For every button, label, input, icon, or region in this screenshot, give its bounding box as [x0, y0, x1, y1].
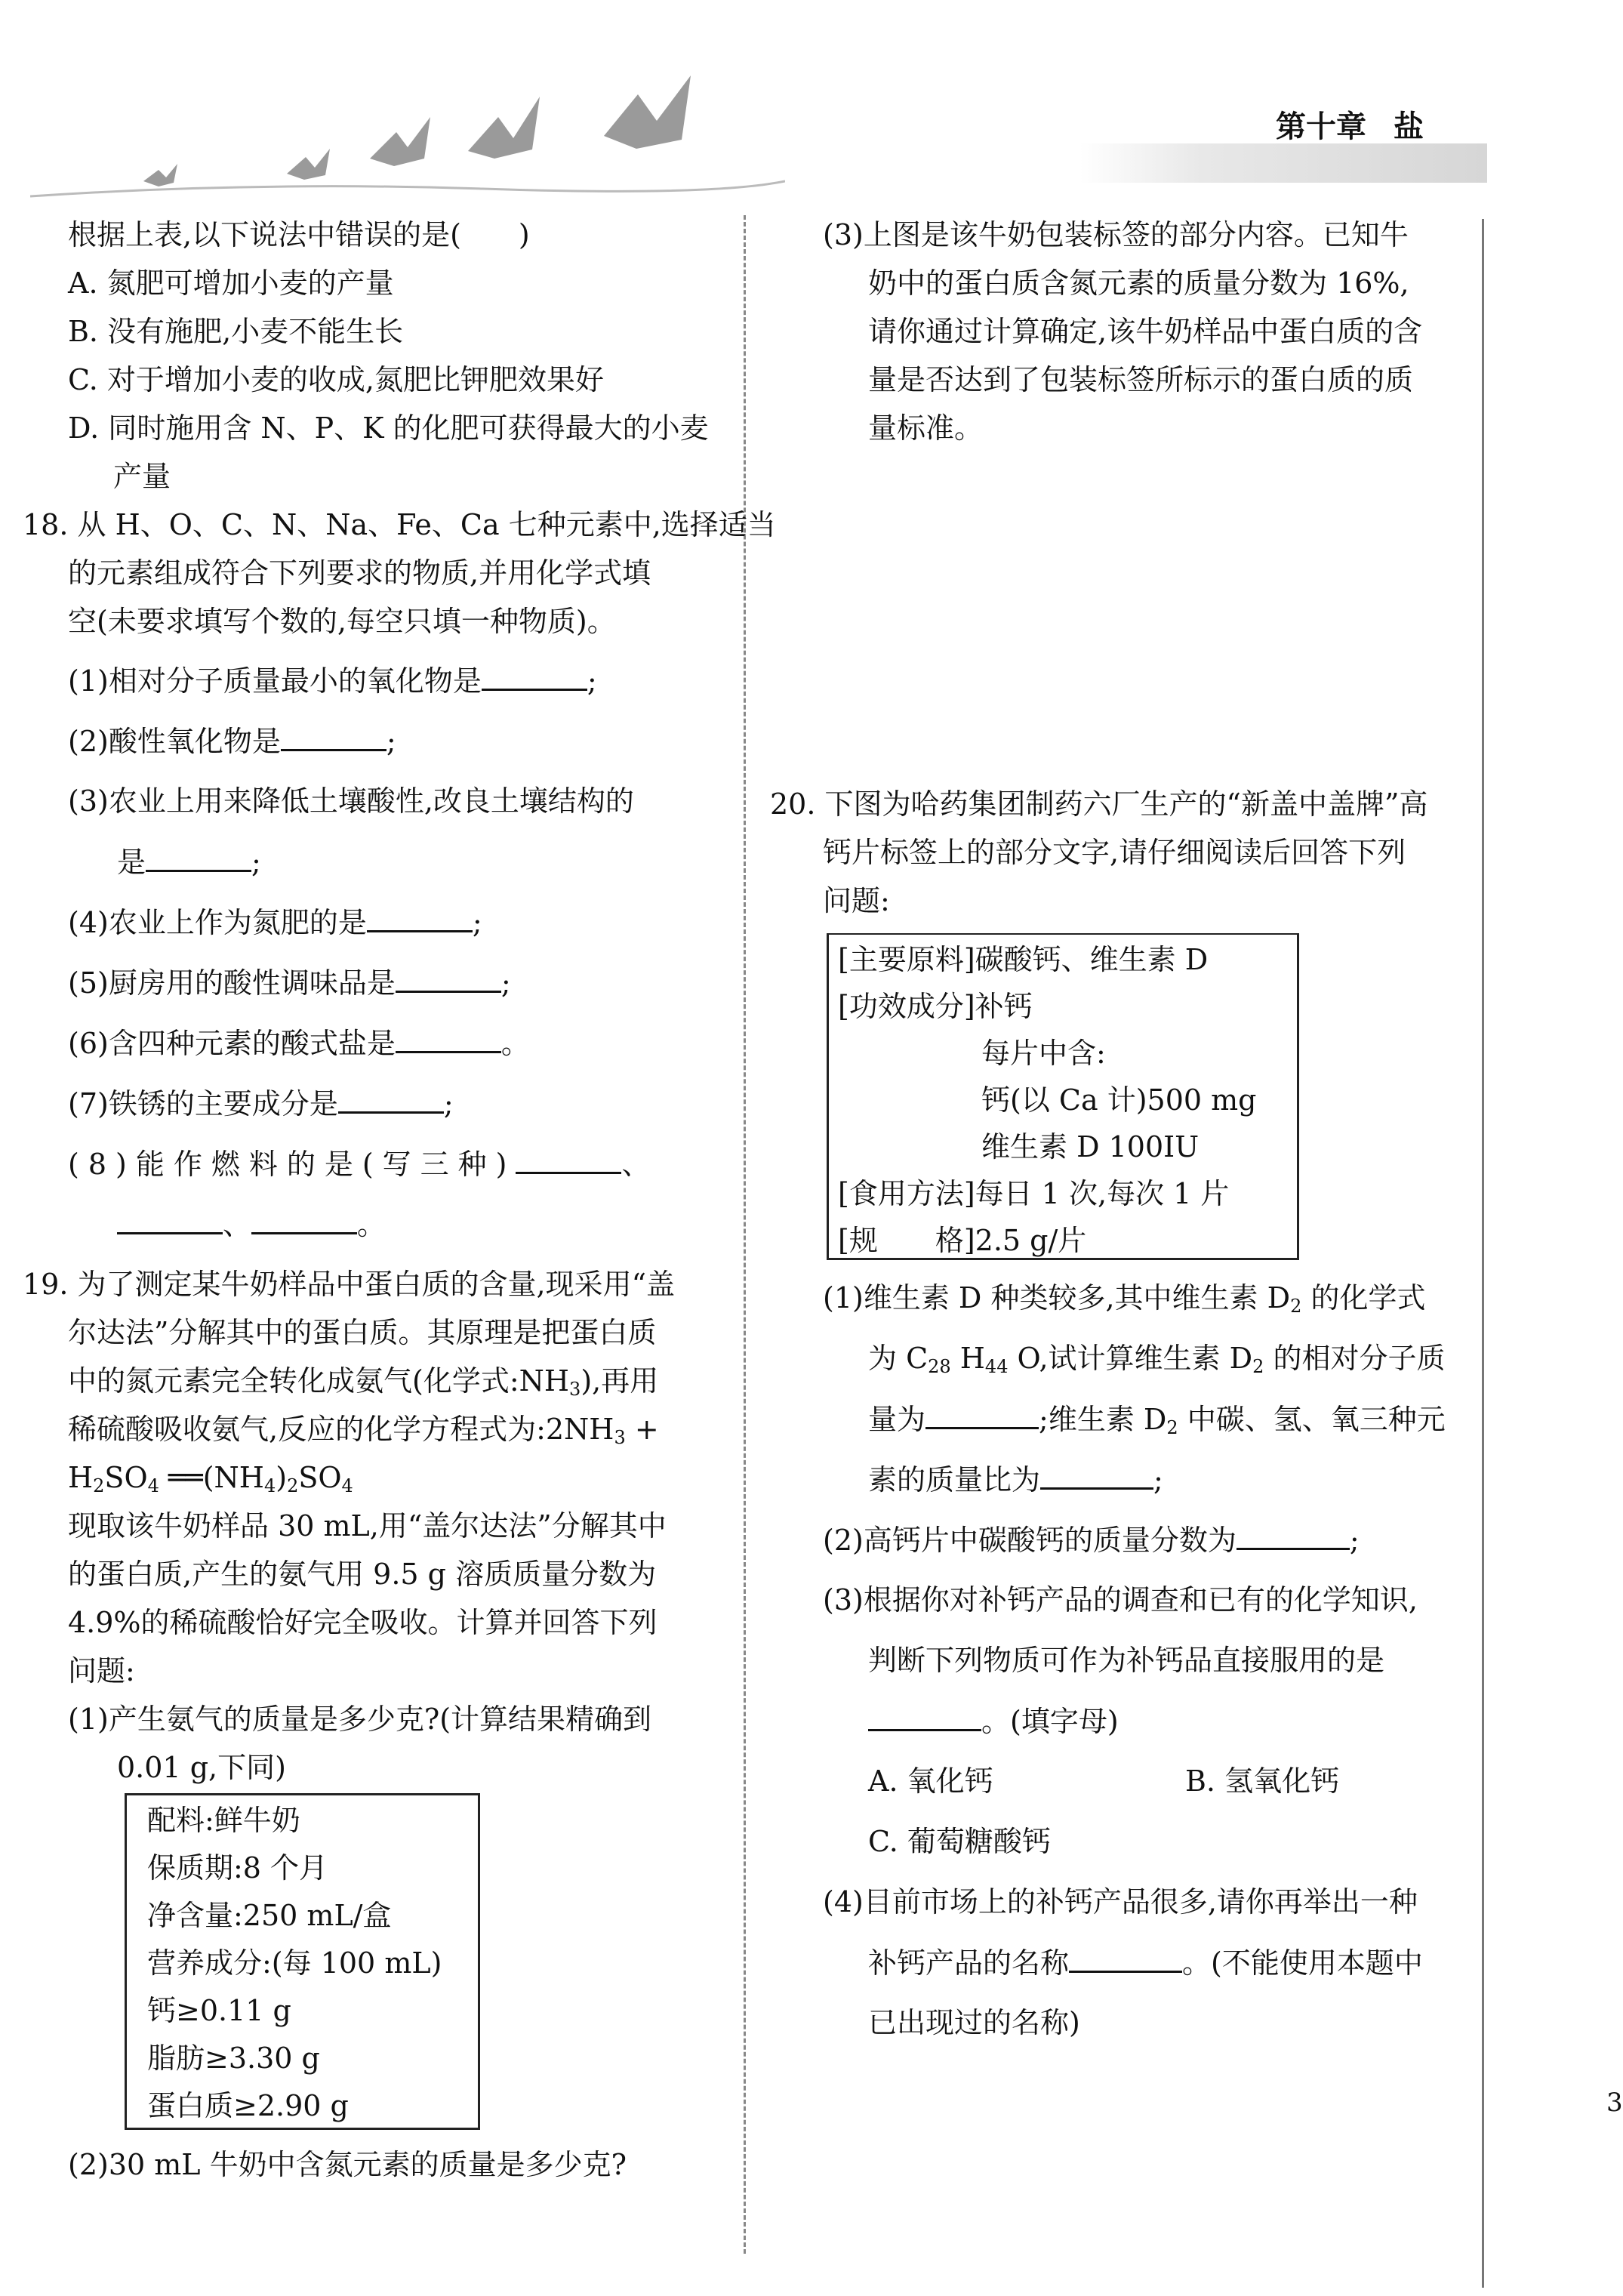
- q20-option-a: A. 氧化钙: [868, 1764, 993, 1798]
- q19-sub3-line: 量标准。: [868, 411, 984, 445]
- milk-label-line: 营养成分:(每 100 mL): [147, 1946, 442, 1980]
- q20-sub1-line4: 素的质量比为 ;: [868, 1463, 1163, 1496]
- q20-sub1-line3: 量为 ;维生素 $D_2$ 中碳、氢、氧三种元: [868, 1403, 1446, 1438]
- q18-item-5: (5)厨房用的酸性调味品是 ;: [68, 966, 511, 1000]
- q19-stem-3: 中的氮元素完全转化成氨气(化学式$:NH_3$),再用: [68, 1364, 659, 1400]
- milk-label-line: 净含量:250 mL/盒: [147, 1899, 392, 1932]
- option-d: D. 同时施用含 N、P、K 的化肥可获得最大的小麦: [68, 411, 709, 445]
- q19-stem-1: 19. 为了测定某牛奶样品中蛋白质的含量,现采用“盖: [23, 1268, 676, 1301]
- q19-stem-4: 稀硫酸吸收氨气,反应的化学方程式为$:2NH_3$ +: [68, 1413, 659, 1448]
- q19-stem-8: 4.9%的稀硫酸恰好完全吸收。计算并回答下列: [68, 1606, 658, 1639]
- page-number: 3: [1606, 2088, 1623, 2118]
- q20-sub4-line2: 补钙产品的名称 。(不能使用本题中: [868, 1946, 1423, 1980]
- q20-sub4-line1: (4)目前市场上的补钙产品很多,请你再举出一种: [823, 1885, 1418, 1918]
- q20-sub1-line1: (1)维生素 D 种类较多,其中维生素 $D_2$ 的化学式: [823, 1281, 1426, 1317]
- q18-item-8b: 、 。: [117, 1210, 386, 1239]
- q19-sub3-line: 奶中的蛋白质含氮元素的质量分数为 16%,: [868, 267, 1409, 300]
- header-band: [1079, 143, 1487, 183]
- calcium-label-line: [食用方法]每日 1 次,每次 1 片: [838, 1177, 1230, 1210]
- q18-stem-3: 空(未要求填写个数的,每空只填一种物质)。: [68, 605, 616, 638]
- option-d-cont: 产量: [113, 460, 171, 493]
- q19-sub3-line: (3)上图是该牛奶包装标签的部分内容。已知牛: [823, 218, 1409, 251]
- q19-stem-9: 问题:: [68, 1654, 135, 1687]
- q20-sub4-line3: 已出现过的名称): [868, 2006, 1080, 2039]
- q19-sub2: (2)30 mL 牛奶中含氮元素的质量是多少克?: [68, 2148, 627, 2181]
- q18-item-6: (6)含四种元素的酸式盐是 。: [68, 1027, 530, 1060]
- q20-sub3-line2: 判断下列物质可作为补钙品直接服用的是: [868, 1644, 1385, 1677]
- q20-sub1-line2: 为 $C_{28}$ $H_{44}$ O,试计算维生素 $D_2$ 的相对分子质: [868, 1342, 1446, 1377]
- milk-label-line: 钙≥0.11 g: [147, 1994, 291, 2027]
- q18-item-3b: 是 ;: [117, 846, 261, 879]
- milk-label-line: 脂肪≥3.30 g: [147, 2042, 320, 2075]
- q20-option-b: B. 氢氧化钙: [1185, 1764, 1340, 1798]
- q18-item-8: (8)能作燃料的是(写三种) 、: [68, 1148, 660, 1181]
- q20-stem-1: 20. 下图为哈药集团制药六厂生产的“新盖中盖牌”高: [770, 787, 1428, 821]
- option-a: A. 氮肥可增加小麦的产量: [68, 267, 394, 300]
- calcium-label-line: 每片中含:: [981, 1037, 1106, 1070]
- q19-stem-6: 现取该牛奶样品 30 mL,用“盖尔达法”分解其中: [68, 1509, 667, 1542]
- q20-sub3-line3: 。(填字母): [868, 1706, 1119, 1736]
- option-b: B. 没有施肥,小麦不能生长: [68, 315, 404, 348]
- q18-item-4: (4)农业上作为氮肥的是 ;: [68, 906, 482, 939]
- q20-stem-3: 问题:: [823, 884, 890, 917]
- q18-stem-1: 18. 从 H、O、C、N、Na、Fe、Ca 七种元素中,选择适当: [23, 508, 776, 541]
- q18-item-7: (7)铁锈的主要成分是 ;: [68, 1087, 454, 1120]
- birds-decoration: [30, 68, 785, 204]
- milk-label-line: 配料:鲜牛奶: [147, 1804, 300, 1837]
- q18-item-2: (2)酸性氧化物是 ;: [68, 725, 396, 758]
- milk-label-line: 蛋白质≥2.90 g: [147, 2089, 349, 2122]
- calcium-label-line: 钙(以 Ca 计)500 mg: [981, 1083, 1257, 1117]
- q19-stem-7: 的蛋白质,产生的氨气用 9.5 g 溶质质量分数为: [68, 1558, 657, 1591]
- q20-stem-2: 钙片标签上的部分文字,请仔细阅读后回答下列: [823, 836, 1406, 869]
- chapter-heading: 第十章 盐: [1276, 109, 1424, 144]
- q19-sub3-line: 请你通过计算确定,该牛奶样品中蛋白质的含: [868, 315, 1423, 348]
- q19-sub3-line: 量是否达到了包装标签所标示的蛋白质的质: [868, 363, 1414, 396]
- q18-stem-2: 的元素组成符合下列要求的物质,并用化学式填: [68, 556, 651, 590]
- q18-item-1: (1)相对分子质量最小的氧化物是 ;: [68, 664, 597, 698]
- calcium-label-line: [规 格]2.5 g/片: [838, 1224, 1087, 1257]
- option-c: C. 对于增加小麦的收成,氮肥比钾肥效果好: [68, 363, 604, 396]
- q18-item-3: (3)农业上用来降低土壤酸性,改良土壤结构的: [68, 784, 634, 818]
- calcium-label-line: 维生素 D 100IU: [981, 1130, 1200, 1163]
- q20-sub3-line1: (3)根据你对补钙产品的调查和已有的化学知识,: [823, 1583, 1418, 1616]
- right-margin-rule: [1482, 219, 1484, 2288]
- calcium-label-line: [功效成分]补钙: [838, 990, 1033, 1023]
- q19-sub1: (1)产生氨气的质量是多少克?(计算结果精确到: [68, 1703, 652, 1736]
- q19-equation: $H_2SO_4$ $══(NH_4)_2SO_4$: [68, 1461, 353, 1496]
- q20-option-c: C. 葡萄糖酸钙: [868, 1825, 1051, 1858]
- calcium-label-line: [主要原料]碳酸钙、维生素 D: [838, 943, 1209, 976]
- milk-label-line: 保质期:8 个月: [147, 1851, 328, 1885]
- q19-stem-2: 尔达法”分解其中的蛋白质。其原理是把蛋白质: [68, 1316, 657, 1349]
- q20-sub2: (2)高钙片中碳酸钙的质量分数为 ;: [823, 1524, 1360, 1557]
- question-intro: 根据上表,以下说法中错误的是( ): [68, 218, 530, 251]
- q19-sub1b: 0.01 g,下同): [117, 1751, 286, 1784]
